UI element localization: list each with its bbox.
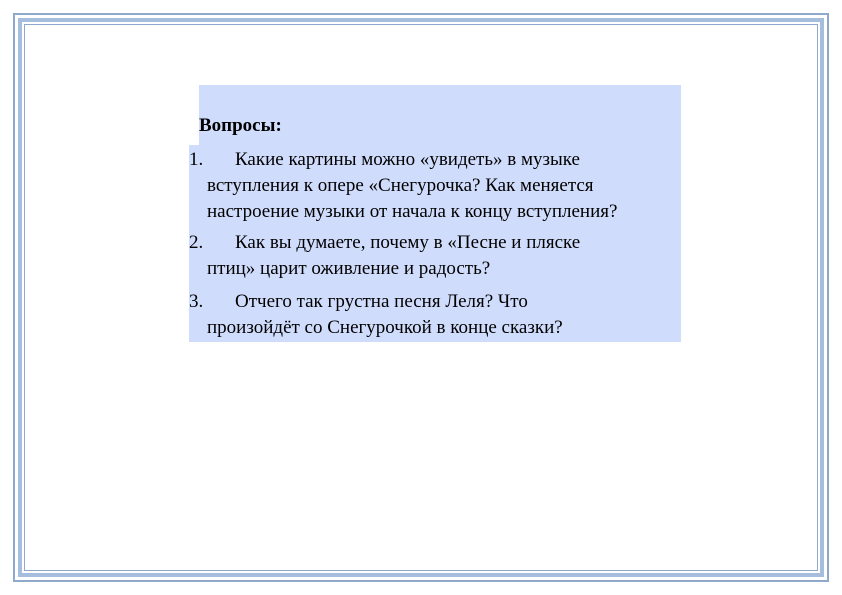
question-number: 3. [189, 291, 204, 312]
question-number: 1. [189, 149, 204, 170]
questions-heading: Вопросы: [199, 115, 282, 136]
question-text-line: Какие картины можно «увидеть» в музыке [235, 149, 580, 170]
question-text-line: Отчего так грустна песня Леля? Что [235, 291, 528, 312]
question-text-line: произойдёт со Снегурочкой в конце сказки? [207, 317, 563, 338]
question-text-line: птиц» царит оживление и радость? [207, 258, 491, 279]
questions-text-box [189, 85, 681, 342]
question-text-line: вступления к опере «Снегурочка? Как меняется [207, 175, 594, 196]
question-text-line: настроение музыки от начала к концу вступления? [207, 201, 618, 222]
question-text-line: Как вы думаете, почему в «Песне и пляске [235, 232, 581, 253]
question-number: 2. [189, 232, 204, 253]
